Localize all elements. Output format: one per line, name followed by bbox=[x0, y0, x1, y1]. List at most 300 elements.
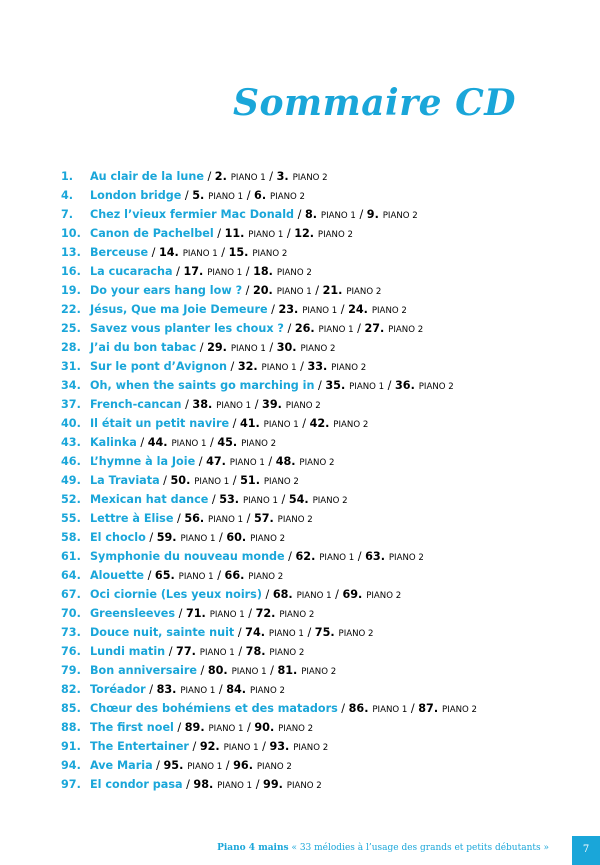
track-title: Chœur des bohémiens et des matadors bbox=[90, 702, 338, 715]
piano2-label: PIANO 2 bbox=[256, 762, 292, 772]
track-list bbox=[61, 167, 581, 794]
separator: / bbox=[222, 759, 234, 772]
piano2-track-number: 87. bbox=[418, 702, 439, 715]
separator: / bbox=[265, 170, 277, 183]
separator: / bbox=[165, 645, 177, 658]
piano2-label: PIANO 2 bbox=[366, 591, 402, 601]
piano2-track-number: 93. bbox=[269, 740, 290, 753]
track-number: 43. bbox=[61, 436, 81, 449]
piano2-label: PIANO 2 bbox=[278, 724, 314, 734]
piano1-label: PIANO 1 bbox=[372, 705, 408, 715]
piano2-track-number: 72. bbox=[255, 607, 276, 620]
separator: / bbox=[234, 645, 246, 658]
separator: / bbox=[195, 455, 207, 468]
track-title: El condor pasa bbox=[90, 778, 183, 791]
track-row bbox=[61, 471, 581, 490]
track-title: Au clair de la lune bbox=[90, 170, 204, 183]
separator: / bbox=[215, 531, 227, 544]
piano1-track-number: 89. bbox=[184, 721, 205, 734]
separator: / bbox=[294, 208, 305, 221]
separator: / bbox=[203, 170, 215, 183]
track-title: Savez vous planter les choux ? bbox=[90, 322, 284, 335]
separator: / bbox=[298, 417, 310, 430]
piano2-label: PIANO 2 bbox=[276, 268, 312, 278]
piano2-track-number: 33. bbox=[307, 360, 328, 373]
track-row bbox=[61, 490, 581, 509]
track-title: Lettre à Elise bbox=[90, 512, 174, 525]
piano1-label: PIANO 1 bbox=[318, 325, 354, 335]
track-title: Symphonie du nouveau monde bbox=[90, 550, 285, 563]
track-title: Mexican hat dance bbox=[90, 493, 209, 506]
track-row bbox=[61, 186, 581, 205]
track-number: 67. bbox=[61, 588, 81, 601]
track-title: The Entertainer bbox=[90, 740, 189, 753]
track-title: Douce nuit, sainte nuit bbox=[90, 626, 235, 639]
separator: / bbox=[152, 759, 164, 772]
track-title: Oci ciornie (Les yeux noirs) bbox=[90, 588, 262, 601]
separator: / bbox=[296, 360, 308, 373]
separator: / bbox=[266, 664, 278, 677]
track-title: London bridge bbox=[90, 189, 182, 202]
piano1-track-number: 59. bbox=[156, 531, 177, 544]
piano1-track-number: 5. bbox=[192, 189, 205, 202]
separator: / bbox=[234, 626, 246, 639]
track-row bbox=[61, 357, 581, 376]
track-row bbox=[61, 566, 581, 585]
piano1-track-number: 20. bbox=[252, 284, 273, 297]
separator: / bbox=[243, 512, 254, 525]
piano1-track-number: 71. bbox=[185, 607, 206, 620]
track-number: 31. bbox=[61, 360, 81, 373]
piano2-track-number: 57. bbox=[253, 512, 274, 525]
piano2-track-number: 45. bbox=[217, 436, 238, 449]
piano2-track-number: 18. bbox=[253, 265, 273, 278]
track-row bbox=[61, 680, 581, 699]
separator: / bbox=[265, 341, 277, 354]
piano1-track-number: 92. bbox=[199, 740, 220, 753]
track-row bbox=[61, 243, 581, 262]
track-row bbox=[61, 433, 581, 452]
track-title: Sur le pont d’Avignon bbox=[90, 360, 227, 373]
separator: / bbox=[267, 303, 279, 316]
track-title: Ave Maria bbox=[90, 759, 153, 772]
piano2-label: PIANO 2 bbox=[418, 382, 454, 392]
track-row bbox=[61, 623, 581, 642]
piano2-label: PIANO 2 bbox=[286, 781, 322, 791]
piano1-label: PIANO 1 bbox=[263, 420, 299, 430]
track-number: 40. bbox=[61, 417, 81, 430]
track-number: 4. bbox=[61, 189, 74, 202]
separator: / bbox=[384, 379, 395, 392]
separator: / bbox=[261, 588, 273, 601]
piano1-track-number: 86. bbox=[348, 702, 369, 715]
piano2-label: PIANO 2 bbox=[293, 743, 329, 753]
piano2-track-number: 27. bbox=[364, 322, 385, 335]
separator: / bbox=[226, 360, 238, 373]
piano2-label: PIANO 2 bbox=[338, 629, 374, 639]
track-row bbox=[61, 699, 581, 718]
track-title: Oh, when the saints go marching in bbox=[90, 379, 315, 392]
piano1-track-number: 47. bbox=[206, 455, 226, 468]
separator: / bbox=[354, 550, 366, 563]
piano2-label: PIANO 2 bbox=[279, 610, 315, 620]
piano1-label: PIANO 1 bbox=[209, 610, 245, 620]
track-number: 19. bbox=[61, 284, 81, 297]
separator: / bbox=[181, 398, 193, 411]
track-number: 85. bbox=[61, 702, 81, 715]
piano1-label: PIANO 1 bbox=[217, 781, 253, 791]
piano2-label: PIANO 2 bbox=[250, 534, 286, 544]
piano1-label: PIANO 1 bbox=[319, 553, 355, 563]
track-title: Greensleeves bbox=[90, 607, 176, 620]
track-title: Lundi matin bbox=[90, 645, 166, 658]
piano2-label: PIANO 2 bbox=[292, 173, 328, 183]
piano2-track-number: 84. bbox=[226, 683, 247, 696]
piano1-track-number: 38. bbox=[192, 398, 213, 411]
track-row bbox=[61, 585, 581, 604]
piano2-label: PIANO 2 bbox=[299, 458, 335, 468]
track-number: 94. bbox=[61, 759, 81, 772]
piano1-track-number: 8. bbox=[304, 208, 317, 221]
track-title: Canon de Pachelbel bbox=[90, 227, 214, 240]
track-number: 79. bbox=[61, 664, 81, 677]
piano2-label: PIANO 2 bbox=[388, 325, 424, 335]
piano2-label: PIANO 2 bbox=[371, 306, 407, 316]
track-row bbox=[61, 300, 581, 319]
track-row bbox=[61, 319, 581, 338]
piano2-label: PIANO 2 bbox=[252, 249, 288, 259]
piano2-track-number: 9. bbox=[366, 208, 379, 221]
page-title: Sommaire CD bbox=[233, 82, 516, 124]
track-number: 1. bbox=[61, 170, 74, 183]
separator: / bbox=[251, 398, 263, 411]
track-number: 76. bbox=[61, 645, 81, 658]
piano1-label: PIANO 1 bbox=[320, 211, 356, 221]
piano1-track-number: 80. bbox=[207, 664, 228, 677]
piano2-label: PIANO 2 bbox=[300, 344, 336, 354]
separator: / bbox=[196, 664, 208, 677]
track-row bbox=[61, 509, 581, 528]
separator: / bbox=[229, 417, 240, 430]
piano1-label: PIANO 1 bbox=[199, 648, 235, 658]
track-number: 91. bbox=[61, 740, 81, 753]
separator: / bbox=[181, 189, 193, 202]
separator: / bbox=[331, 588, 343, 601]
piano1-track-number: 95. bbox=[163, 759, 184, 772]
piano2-track-number: 39. bbox=[262, 398, 282, 411]
separator: / bbox=[311, 284, 323, 297]
track-number: 82. bbox=[61, 683, 81, 696]
track-title: La Traviata bbox=[90, 474, 160, 487]
piano2-track-number: 12. bbox=[294, 227, 315, 240]
separator: / bbox=[144, 569, 155, 582]
piano1-track-number: 98. bbox=[193, 778, 214, 791]
track-number: 73. bbox=[61, 626, 81, 639]
piano1-track-number: 74. bbox=[245, 626, 265, 639]
separator: / bbox=[206, 436, 218, 449]
track-title: Chez l’vieux fermier Mac Donald bbox=[90, 208, 295, 221]
track-number: 7. bbox=[61, 208, 74, 221]
separator: / bbox=[136, 436, 148, 449]
separator: / bbox=[213, 227, 225, 240]
separator: / bbox=[337, 702, 349, 715]
separator: / bbox=[188, 740, 200, 753]
page-number: 7 bbox=[572, 836, 600, 865]
piano2-track-number: 54. bbox=[288, 493, 309, 506]
piano2-label: PIANO 2 bbox=[269, 648, 305, 658]
piano2-label: PIANO 2 bbox=[301, 667, 337, 677]
separator: / bbox=[182, 778, 194, 791]
piano1-track-number: 32. bbox=[237, 360, 258, 373]
piano1-track-number: 83. bbox=[156, 683, 177, 696]
track-row bbox=[61, 756, 581, 775]
separator: / bbox=[173, 721, 185, 734]
piano1-label: PIANO 1 bbox=[207, 268, 243, 278]
track-number: 55. bbox=[61, 512, 81, 525]
piano1-label: PIANO 1 bbox=[178, 572, 214, 582]
piano2-track-number: 75. bbox=[314, 626, 335, 639]
piano2-track-number: 21. bbox=[322, 284, 343, 297]
track-number: 64. bbox=[61, 569, 81, 582]
separator: / bbox=[145, 531, 157, 544]
track-number: 34. bbox=[61, 379, 81, 392]
track-row bbox=[61, 547, 581, 566]
piano2-track-number: 66. bbox=[224, 569, 245, 582]
piano1-label: PIANO 1 bbox=[180, 534, 216, 544]
piano1-track-number: 77. bbox=[176, 645, 196, 658]
separator: / bbox=[337, 303, 349, 316]
track-title: J’ai du bon tabac bbox=[90, 341, 197, 354]
track-row bbox=[61, 775, 581, 794]
track-row bbox=[61, 661, 581, 680]
separator: / bbox=[196, 341, 208, 354]
piano1-label: PIANO 1 bbox=[208, 515, 244, 525]
track-number: 25. bbox=[61, 322, 81, 335]
piano1-track-number: 44. bbox=[147, 436, 168, 449]
piano1-track-number: 62. bbox=[295, 550, 316, 563]
separator: / bbox=[244, 607, 256, 620]
track-title: The first noel bbox=[90, 721, 174, 734]
separator: / bbox=[145, 683, 157, 696]
piano1-track-number: 14. bbox=[158, 246, 179, 259]
separator: / bbox=[283, 227, 295, 240]
piano2-track-number: 99. bbox=[263, 778, 283, 791]
piano1-label: PIANO 1 bbox=[230, 173, 266, 183]
piano2-track-number: 81. bbox=[277, 664, 298, 677]
track-title: Il était un petit navire bbox=[90, 417, 230, 430]
track-row bbox=[61, 281, 581, 300]
track-row bbox=[61, 395, 581, 414]
piano1-label: PIANO 1 bbox=[276, 287, 312, 297]
track-number: 10. bbox=[61, 227, 81, 240]
track-row bbox=[61, 737, 581, 756]
piano2-label: PIANO 2 bbox=[263, 477, 299, 487]
separator: / bbox=[213, 569, 225, 582]
separator: / bbox=[277, 493, 289, 506]
piano1-track-number: 56. bbox=[184, 512, 205, 525]
separator: / bbox=[264, 455, 276, 468]
piano1-label: PIANO 1 bbox=[349, 382, 385, 392]
piano1-track-number: 35. bbox=[325, 379, 346, 392]
track-number: 70. bbox=[61, 607, 81, 620]
track-title: L’hymne à la Joie bbox=[90, 455, 196, 468]
track-row bbox=[61, 604, 581, 623]
piano2-track-number: 60. bbox=[226, 531, 247, 544]
piano2-track-number: 15. bbox=[228, 246, 249, 259]
separator: / bbox=[159, 474, 171, 487]
piano2-label: PIANO 2 bbox=[333, 420, 369, 430]
track-row bbox=[61, 338, 581, 357]
separator: / bbox=[283, 322, 295, 335]
piano1-label: PIANO 1 bbox=[248, 230, 284, 240]
piano1-track-number: 23. bbox=[278, 303, 299, 316]
track-title: Toréador bbox=[90, 683, 146, 696]
piano2-label: PIANO 2 bbox=[388, 553, 424, 563]
track-title: French-cancan bbox=[90, 398, 182, 411]
piano1-label: PIANO 1 bbox=[223, 743, 259, 753]
piano2-label: PIANO 2 bbox=[312, 496, 348, 506]
piano2-track-number: 78. bbox=[245, 645, 266, 658]
track-number: 97. bbox=[61, 778, 81, 791]
piano1-label: PIANO 1 bbox=[182, 249, 218, 259]
separator: / bbox=[303, 626, 315, 639]
piano1-track-number: 50. bbox=[170, 474, 191, 487]
piano2-label: PIANO 2 bbox=[382, 211, 418, 221]
separator: / bbox=[314, 379, 326, 392]
piano1-label: PIANO 1 bbox=[268, 629, 304, 639]
piano1-label: PIANO 1 bbox=[180, 686, 216, 696]
separator: / bbox=[148, 246, 159, 259]
track-title: La cucaracha bbox=[90, 265, 173, 278]
separator: / bbox=[208, 493, 220, 506]
separator: / bbox=[215, 683, 227, 696]
track-row bbox=[61, 224, 581, 243]
piano1-label: PIANO 1 bbox=[231, 667, 267, 677]
piano2-track-number: 36. bbox=[395, 379, 415, 392]
separator: / bbox=[284, 550, 296, 563]
piano2-label: PIANO 2 bbox=[249, 686, 285, 696]
piano1-track-number: 2. bbox=[214, 170, 227, 183]
track-row bbox=[61, 262, 581, 281]
separator: / bbox=[172, 265, 184, 278]
piano2-track-number: 42. bbox=[309, 417, 330, 430]
separator: / bbox=[407, 702, 419, 715]
track-row bbox=[61, 528, 581, 547]
piano2-label: PIANO 2 bbox=[270, 192, 305, 202]
track-row bbox=[61, 414, 581, 433]
separator: / bbox=[242, 284, 253, 297]
track-number: 58. bbox=[61, 531, 81, 544]
separator: / bbox=[243, 721, 255, 734]
track-number: 16. bbox=[61, 265, 81, 278]
track-number: 52. bbox=[61, 493, 81, 506]
piano1-label: PIANO 1 bbox=[302, 306, 338, 316]
piano2-label: PIANO 2 bbox=[241, 439, 277, 449]
track-number: 28. bbox=[61, 341, 81, 354]
track-number: 37. bbox=[61, 398, 81, 411]
piano1-track-number: 68. bbox=[272, 588, 293, 601]
piano2-label: PIANO 2 bbox=[317, 230, 353, 240]
track-row bbox=[61, 167, 581, 186]
piano2-label: PIANO 2 bbox=[442, 705, 477, 715]
track-row bbox=[61, 718, 581, 737]
track-title: El choclo bbox=[90, 531, 146, 544]
separator: / bbox=[355, 208, 367, 221]
footer bbox=[217, 843, 549, 853]
piano1-track-number: 53. bbox=[219, 493, 240, 506]
piano2-label: PIANO 2 bbox=[285, 401, 321, 411]
track-number: 22. bbox=[61, 303, 81, 316]
piano1-track-number: 65. bbox=[154, 569, 175, 582]
track-row bbox=[61, 376, 581, 395]
piano2-track-number: 3. bbox=[276, 170, 289, 183]
separator: / bbox=[252, 778, 264, 791]
track-row bbox=[61, 452, 581, 471]
footer-subtitle: « 33 mélodies à l’usage des grands et petits débutants » bbox=[291, 843, 549, 853]
piano1-label: PIANO 1 bbox=[208, 724, 244, 734]
piano2-label: PIANO 2 bbox=[331, 363, 367, 373]
piano2-track-number: 6. bbox=[254, 189, 267, 202]
separator: / bbox=[229, 474, 241, 487]
piano2-track-number: 63. bbox=[365, 550, 385, 563]
track-row bbox=[61, 642, 581, 661]
track-title: Jésus, Que ma Joie Demeure bbox=[90, 303, 268, 316]
piano2-label: PIANO 2 bbox=[277, 515, 313, 525]
piano1-label: PIANO 1 bbox=[230, 344, 266, 354]
separator: / bbox=[175, 607, 186, 620]
piano1-track-number: 17. bbox=[183, 265, 204, 278]
track-number: 88. bbox=[61, 721, 81, 734]
piano2-label: PIANO 2 bbox=[248, 572, 284, 582]
track-number: 49. bbox=[61, 474, 81, 487]
separator: / bbox=[242, 265, 254, 278]
piano1-label: PIANO 1 bbox=[229, 458, 265, 468]
track-title: Bon anniversaire bbox=[90, 664, 197, 677]
track-title: Berceuse bbox=[90, 246, 149, 259]
track-number: 13. bbox=[61, 246, 81, 259]
track-number: 46. bbox=[61, 455, 81, 468]
piano1-label: PIANO 1 bbox=[261, 363, 297, 373]
piano1-track-number: 11. bbox=[224, 227, 245, 240]
piano1-label: PIANO 1 bbox=[216, 401, 252, 411]
track-title: Alouette bbox=[90, 569, 145, 582]
piano1-label: PIANO 1 bbox=[194, 477, 230, 487]
separator: / bbox=[353, 322, 365, 335]
piano1-label: PIANO 1 bbox=[242, 496, 278, 506]
separator: / bbox=[258, 740, 270, 753]
piano1-track-number: 41. bbox=[239, 417, 260, 430]
piano1-track-number: 29. bbox=[207, 341, 227, 354]
track-title: Do your ears hang low ? bbox=[90, 284, 243, 297]
piano2-track-number: 51. bbox=[240, 474, 260, 487]
piano1-label: PIANO 1 bbox=[187, 762, 223, 772]
piano2-track-number: 90. bbox=[254, 721, 275, 734]
piano1-label: PIANO 1 bbox=[296, 591, 332, 601]
piano1-track-number: 26. bbox=[294, 322, 315, 335]
separator: / bbox=[173, 512, 185, 525]
track-row bbox=[61, 205, 581, 224]
track-number: 61. bbox=[61, 550, 81, 563]
separator: / bbox=[217, 246, 229, 259]
piano1-label: PIANO 1 bbox=[171, 439, 207, 449]
track-title: Kalinka bbox=[90, 436, 137, 449]
piano2-track-number: 30. bbox=[276, 341, 297, 354]
piano2-track-number: 24. bbox=[348, 303, 368, 316]
piano2-track-number: 96. bbox=[233, 759, 253, 772]
separator: / bbox=[243, 189, 255, 202]
footer-book-title: Piano 4 mains bbox=[217, 843, 289, 853]
piano2-track-number: 69. bbox=[342, 588, 363, 601]
